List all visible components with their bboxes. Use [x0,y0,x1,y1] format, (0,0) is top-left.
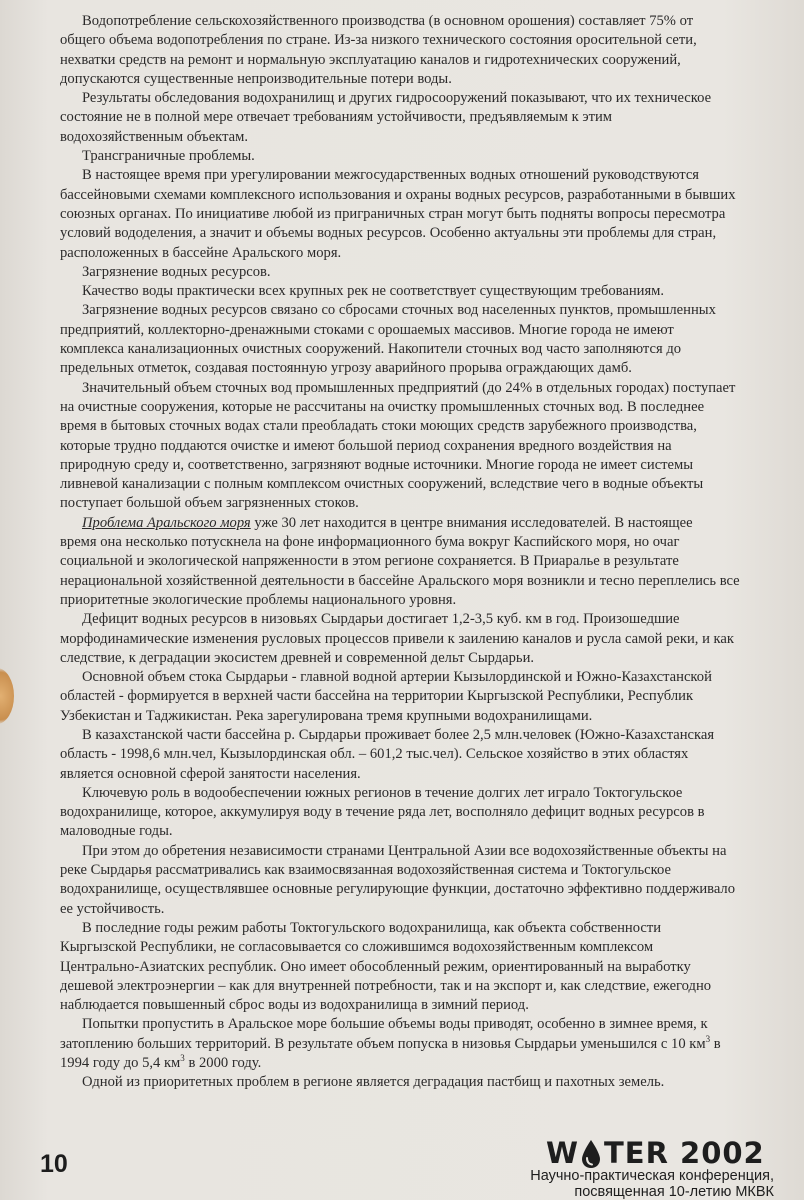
text-line: Дефицит водных ресурсов в низовьях Сырдарьи достигает 1,2-3,5 куб. км в год. Произошедшие [82,611,680,628]
text-line: Значительный объем сточных вод промышленных предприятий (до 24% в отдельных городах) поступает [82,379,736,396]
text-line: При этом до обретения независимости странами Центральной Азии все водохозяйственные объекты на [82,842,727,859]
text-line: является основной сферой занятости населения. [60,765,361,782]
paragraph [60,166,770,262]
text-line: условий вододеления, а значит и объемы водных ресурсов. Особенно актуальны эти проблемы для стран, [60,225,717,242]
water-2002-logo [546,1136,778,1170]
paragraph [60,89,770,147]
water-drop-icon [580,1139,602,1169]
paragraph [60,668,770,726]
text-line: Кыргызской Республики, не согласовывается со сложившимся водохозяйственным комплексом [60,939,654,956]
text-line: комплекса канализационных очистных сооружений. Накопители сточных вод часто заполняются до [60,341,682,358]
text-line: приоритетные экологические проблемы национального уровня. [60,591,457,608]
paragraph [60,514,770,610]
logo-letter-w: W [546,1136,579,1170]
logo-text-ter-2002: TER 2002 [604,1136,765,1170]
paragraph [60,12,770,89]
text-line: Качество воды практически всех крупных рек не соответствует существующим требованиям. [82,283,665,300]
paragraph [60,919,770,1015]
text-line: областей - формируется в верхней части бассейна на территории Кыргызской Республики, Республик [60,688,694,705]
text-line: Результаты обследования водохранилищ и других гидросооружений показывают, что их техническое [82,90,712,107]
text-line: Водопотребление сельскохозяйственного производства (в основном орошения) составляет 75% от [82,13,694,29]
text-line: Попытки пропустить в Аральское море большие объемы воды приводят, особенно в зимнее время, к [82,1016,708,1033]
text-line: 1994 году до 5,4 $км^3$ в 2000 году. [60,1053,262,1072]
text-line: ее устойчивость. [60,900,165,917]
text-line: водохозяйственным объектам. [60,128,248,145]
text-line: на очистные сооружения, которые не рассчитаны на очистку промышленных сточных вод. В последнее [60,398,705,415]
paragraph [60,1073,770,1092]
thumb-shadow [0,668,14,724]
text-line: водохранилище, осуществлявшее основные регулирующие функции, достаточно эффективно поддерживало [60,881,736,898]
text-line: ливневой канализации с полным комплексом очистных сооружений, вследствие чего в водные объекты [60,476,704,493]
text-line: Проблема Аральского моря уже 30 лет находится в центре внимания исследователей. В настоящее [82,514,693,531]
paragraph [60,784,770,842]
text-line: В настоящее время при урегулировании межгосударственных водных отношений руководствуются [82,167,700,184]
conference-title-line-2: посвященная 10-летию МКВК [574,1184,774,1200]
text-line: область - 1998,6 млн.чел, Кызылординская обл. – 601,2 тыс.чел). Сельское хозяйство в этих областях [60,746,689,763]
text-line: предельных отметок, создавая постоянную угрозу аварийного прорыва ограждающих дамб. [60,360,632,377]
text-line: расположенных в бассейне Аральского моря. [60,244,342,261]
paragraph [60,282,770,301]
text-line: маловодные годы. [60,823,173,840]
text-line: допускаются существенные непроизводительные потери воды. [60,70,452,87]
text-line: предприятий, коллекторно-дренажными стоками с орошаемых массивов. Многие города не имеют [60,321,674,338]
text-line: наблюдается повышенный сброс воды из водохранилища в зимний период. [60,997,529,1014]
text-line: бассейновыми схемами комплексного использования и охраны водных ресурсов, разработанными в бывших [60,186,736,203]
paragraph [60,610,770,668]
text-line: общего объема водопотребления по стране. Из-за низкого технического состояния оросительной сети, [60,32,697,49]
paragraph [60,147,770,166]
text-line: водохранилище, которое, аккумулируя воду в течение ряда лет, восполняло дефицит водных ресурсов в [60,804,705,821]
text-line: Трансграничные проблемы. [82,148,255,165]
conference-title-line-1: Научно-практическая конференция, [530,1168,774,1184]
text-line: социальной и экологической напряженности в этом регионе сохраняется. В Приаралье в результате [60,553,679,570]
text-line: затоплению больших территорий. В результате объем попуска в низовья Сырдарьи уменьшился с 10 $км^3$ в [60,1033,721,1052]
text-line: состояние не в полной мере отвечает требованиям устойчивости, предъявляемым к этим [60,109,613,126]
text-line: Загрязнение водных ресурсов связано со сбросами сточных вод населенных пунктов, промышленных [82,302,716,319]
paragraph [60,263,770,282]
text-line: время в бытовых сточных водах стали преобладать стоки моющих средств зарубежного производства, [60,418,697,435]
text-line: В казахстанской части бассейна р. Сырдарьи проживает более 2,5 млн.человек (Южно-Казахстанская [82,726,715,743]
text-line: Центрально-Азиатских республик. Оно имеет обособленный режим, ориентированный на выработку [60,958,691,975]
article-body [60,12,770,1093]
paragraph [60,301,770,378]
text-line: поступает большой объем загрязненных стоков. [60,495,359,512]
text-line: морфодинамические изменения русловых процессов привели к заилению каналов и русла самой реки, и как [60,630,734,647]
text-line: Загрязнение водных ресурсов. [82,263,271,280]
text-line: реке Сырдарья рассматривались как взаимосвязанная водохозяйственная система и Токтогульское [60,862,671,879]
text-line: В последние годы режим работы Токтогульского водохранилища, как объекта собственности [82,919,662,936]
text-line: Ключевую роль в водообеспечении южных регионов в течение долгих лет играло Токтогульское [82,784,683,801]
text-line: союзных органах. По инициативе любой из приграничных стран могут быть подняты вопросы пересмотра [60,205,726,222]
text-line: Узбекистан и Таджикистан. Река зарегулирована тремя крупными водохранилищами. [60,707,593,724]
page-number: 10 [40,1150,68,1178]
paragraph [60,379,770,514]
paragraph [60,842,770,919]
text-line: дешевой электроэнергии – как для внутренней потребности, так и на экспорт и, как следствие, ежегодно [60,977,712,994]
paragraph [60,726,770,784]
text-line: время она несколько потускнела на фоне информационного бума вокруг Каспийского моря, но очаг [60,534,680,551]
aral-sea-problem-heading: Проблема Аральского моря [82,514,251,531]
text-line: нерациональной хозяйственной деятельности в бассейне Аральского моря возникли и тесно переплелись все [60,572,740,589]
paragraph [60,1015,770,1073]
text-line: которые трудно поддаются очистке и имеют большой период сохранения вредного воздействия на [60,437,672,454]
text-line: Одной из приоритетных проблем в регионе является деградация пастбищ и пахотных земель. [82,1074,665,1091]
text-line: следствие, к деградации экосистем древней и современной дельт Сырдарьи. [60,649,535,666]
text-line: природную среду и, соответственно, загрязняют водные источники. Многие города не имеет системы [60,456,694,473]
text-line: нехватки средств на ремонт и нормальную эксплуатацию каналов и гидротехнических сооружений, [60,51,681,68]
text-line: Основной объем стока Сырдарьи - главной водной артерии Кызылординской и Южно-Казахстанской [82,669,712,686]
